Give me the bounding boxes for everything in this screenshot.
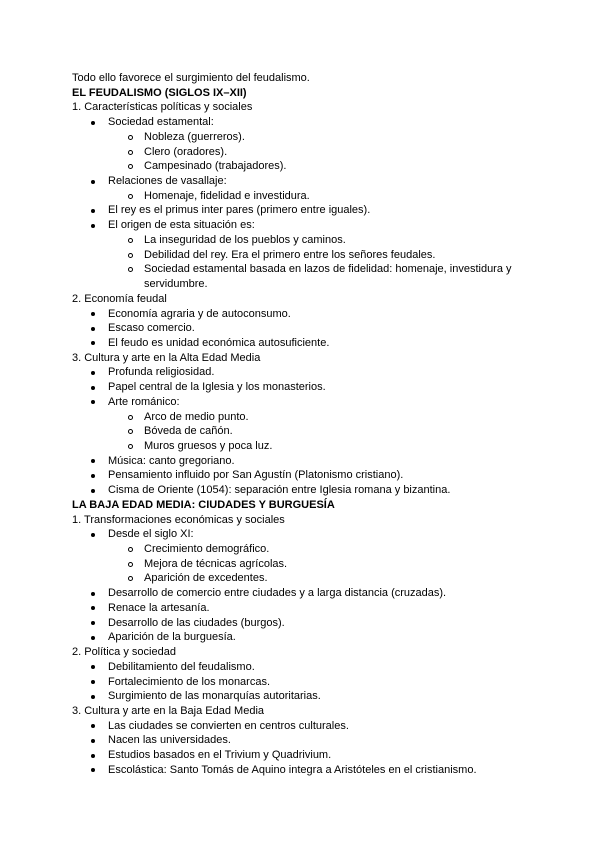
list-item [0, 174, 600, 189]
circle-bullet-icon [128, 547, 133, 552]
list-item [0, 660, 600, 675]
numbered-heading [0, 292, 600, 307]
line-text: Escaso comercio. [108, 322, 195, 335]
list-item [0, 218, 600, 233]
circle-bullet-icon [128, 429, 133, 434]
bullet-icon [91, 724, 95, 728]
circle-bullet-icon [128, 150, 133, 155]
bullet-icon [91, 459, 95, 463]
line-text: Sociedad estamental basada en lazos de fidelidad: homenaje, investidura y [144, 263, 512, 276]
line-text: Escolástica: Santo Tomás de Aquino integra a Aristóteles en el cristianismo. [108, 763, 477, 776]
line-text: Nacen las universidades. [108, 734, 231, 747]
paragraph [0, 277, 600, 292]
line-text: Papel central de la Iglesia y los monasterios. [108, 381, 326, 394]
circle-bullet-icon [128, 253, 133, 258]
list-item [0, 262, 600, 277]
line-text: 2. Economía feudal [72, 292, 167, 305]
circle-bullet-icon [128, 267, 133, 272]
circle-bullet-icon [128, 415, 133, 420]
list-item [0, 763, 600, 778]
list-item [0, 527, 600, 542]
section-heading [0, 86, 600, 101]
bullet-icon [91, 739, 95, 743]
line-text: El rey es el primus inter pares (primero entre iguales). [108, 204, 371, 217]
line-text: Aparición de la burguesía. [108, 631, 236, 644]
circle-bullet-icon [128, 444, 133, 449]
bullet-icon [91, 533, 95, 537]
list-item [0, 307, 600, 322]
paragraph [0, 71, 600, 86]
line-text: Campesinado (trabajadores). [144, 160, 287, 173]
bullet-icon [91, 606, 95, 610]
bullet-icon [91, 224, 95, 228]
circle-bullet-icon [128, 576, 133, 581]
line-text: Bóveda de cañón. [144, 425, 233, 438]
bullet-icon [91, 386, 95, 390]
line-text: Desarrollo de comercio entre ciudades y a larga distancia (cruzadas). [108, 587, 447, 600]
circle-bullet-icon [128, 194, 133, 199]
line-text: Aparición de excedentes. [144, 572, 268, 585]
line-text: Debilidad del rey. Era el primero entre los señores feudales. [144, 248, 436, 261]
line-text: Sociedad estamental: [108, 116, 214, 129]
numbered-heading [0, 100, 600, 115]
line-text: Nobleza (guerreros). [144, 130, 245, 143]
list-item [0, 130, 600, 145]
line-text: Renace la artesanía. [108, 601, 210, 614]
list-item [0, 733, 600, 748]
line-text: Desde el siglo XI: [108, 528, 194, 541]
bullet-icon [91, 665, 95, 669]
list-item [0, 336, 600, 351]
line-text: 3. Cultura y arte en la Baja Edad Media [72, 704, 265, 717]
line-text: servidumbre. [144, 278, 208, 291]
bullet-icon [91, 768, 95, 772]
bullet-icon [91, 636, 95, 640]
line-text: La inseguridad de los pueblos y caminos. [144, 233, 346, 246]
line-text: Música: canto gregoriano. [108, 454, 235, 467]
list-item [0, 424, 600, 439]
numbered-heading [0, 704, 600, 719]
line-text: Homenaje, fidelidad e investidura. [144, 189, 310, 202]
line-text: Arco de medio punto. [144, 410, 249, 423]
line-text: Desarrollo de las ciudades (burgos). [108, 616, 285, 629]
line-text: 3. Cultura y arte en la Alta Edad Media [72, 351, 261, 364]
list-item [0, 380, 600, 395]
line-text: Cisma de Oriente (1054): separación entre Iglesia romana y bizantina. [108, 484, 451, 497]
list-item [0, 616, 600, 631]
numbered-heading [0, 513, 600, 528]
circle-bullet-icon [128, 238, 133, 243]
list-item [0, 601, 600, 616]
line-text: EL FEUDALISMO (SIGLOS IX–XII) [72, 86, 247, 99]
line-text: El feudo es unidad económica autosuficiente. [108, 336, 330, 349]
bullet-icon [91, 341, 95, 345]
line-text: Economía agraria y de autoconsumo. [108, 307, 291, 320]
list-item [0, 483, 600, 498]
line-text: Relaciones de vasallaje: [108, 175, 227, 188]
line-text: Profunda religiosidad. [108, 366, 215, 379]
list-item [0, 675, 600, 690]
list-item [0, 586, 600, 601]
numbered-heading [0, 351, 600, 366]
bullet-icon [91, 327, 95, 331]
list-item [0, 410, 600, 425]
line-text: El origen de esta situación es: [108, 219, 255, 232]
line-text: Las ciudades se convierten en centros culturales. [108, 719, 349, 732]
bullet-icon [91, 474, 95, 478]
bullet-icon [91, 754, 95, 758]
bullet-icon [91, 209, 95, 213]
line-text: Surgimiento de las monarquías autoritarias. [108, 690, 321, 703]
line-text: 1. Características políticas y sociales [72, 101, 253, 114]
circle-bullet-icon [128, 164, 133, 169]
line-text: Mejora de técnicas agrícolas. [144, 557, 288, 570]
bullet-icon [91, 312, 95, 316]
line-text: Clero (oradores). [144, 145, 228, 158]
bullet-icon [91, 680, 95, 684]
list-item [0, 321, 600, 336]
list-item [0, 439, 600, 454]
bullet-icon [91, 371, 95, 375]
list-item [0, 365, 600, 380]
list-item [0, 115, 600, 130]
list-item [0, 145, 600, 160]
bullet-icon [91, 695, 95, 699]
list-item [0, 468, 600, 483]
list-item [0, 748, 600, 763]
bullet-icon [91, 621, 95, 625]
list-item [0, 203, 600, 218]
list-item [0, 189, 600, 204]
line-text: Muros gruesos y poca luz. [144, 440, 273, 452]
list-item [0, 159, 600, 174]
bullet-icon [91, 592, 95, 596]
list-item [0, 719, 600, 734]
list-item [0, 571, 600, 586]
line-text: Fortalecimiento de los monarcas. [108, 675, 271, 688]
circle-bullet-icon [128, 562, 133, 567]
list-item [0, 542, 600, 557]
numbered-heading [0, 645, 600, 660]
line-text: 1. Transformaciones económicas y sociales [72, 513, 285, 526]
bullet-icon [91, 121, 95, 125]
line-text: Todo ello favorece el surgimiento del feudalismo. [72, 72, 310, 84]
list-item [0, 630, 600, 645]
list-item [0, 689, 600, 704]
bullet-icon [91, 180, 95, 184]
line-text: Crecimiento demográfico. [144, 543, 270, 556]
section-heading [0, 498, 600, 513]
list-item [0, 395, 600, 410]
line-text: LA BAJA EDAD MEDIA: CIUDADES Y BURGUESÍA [72, 498, 335, 511]
bullet-icon [91, 489, 95, 493]
list-item [0, 233, 600, 248]
line-text: 2. Política y sociedad [72, 646, 176, 659]
line-text: Estudios basados en el Trivium y Quadrivium. [108, 749, 332, 762]
list-item [0, 557, 600, 572]
line-text: Debilitamiento del feudalismo. [108, 660, 255, 673]
circle-bullet-icon [128, 135, 133, 140]
list-item [0, 248, 600, 263]
line-text: Arte románico: [108, 395, 180, 408]
list-item [0, 454, 600, 469]
bullet-icon [91, 400, 95, 404]
line-text: Pensamiento influido por San Agustín (Platonismo cristiano). [108, 469, 404, 482]
